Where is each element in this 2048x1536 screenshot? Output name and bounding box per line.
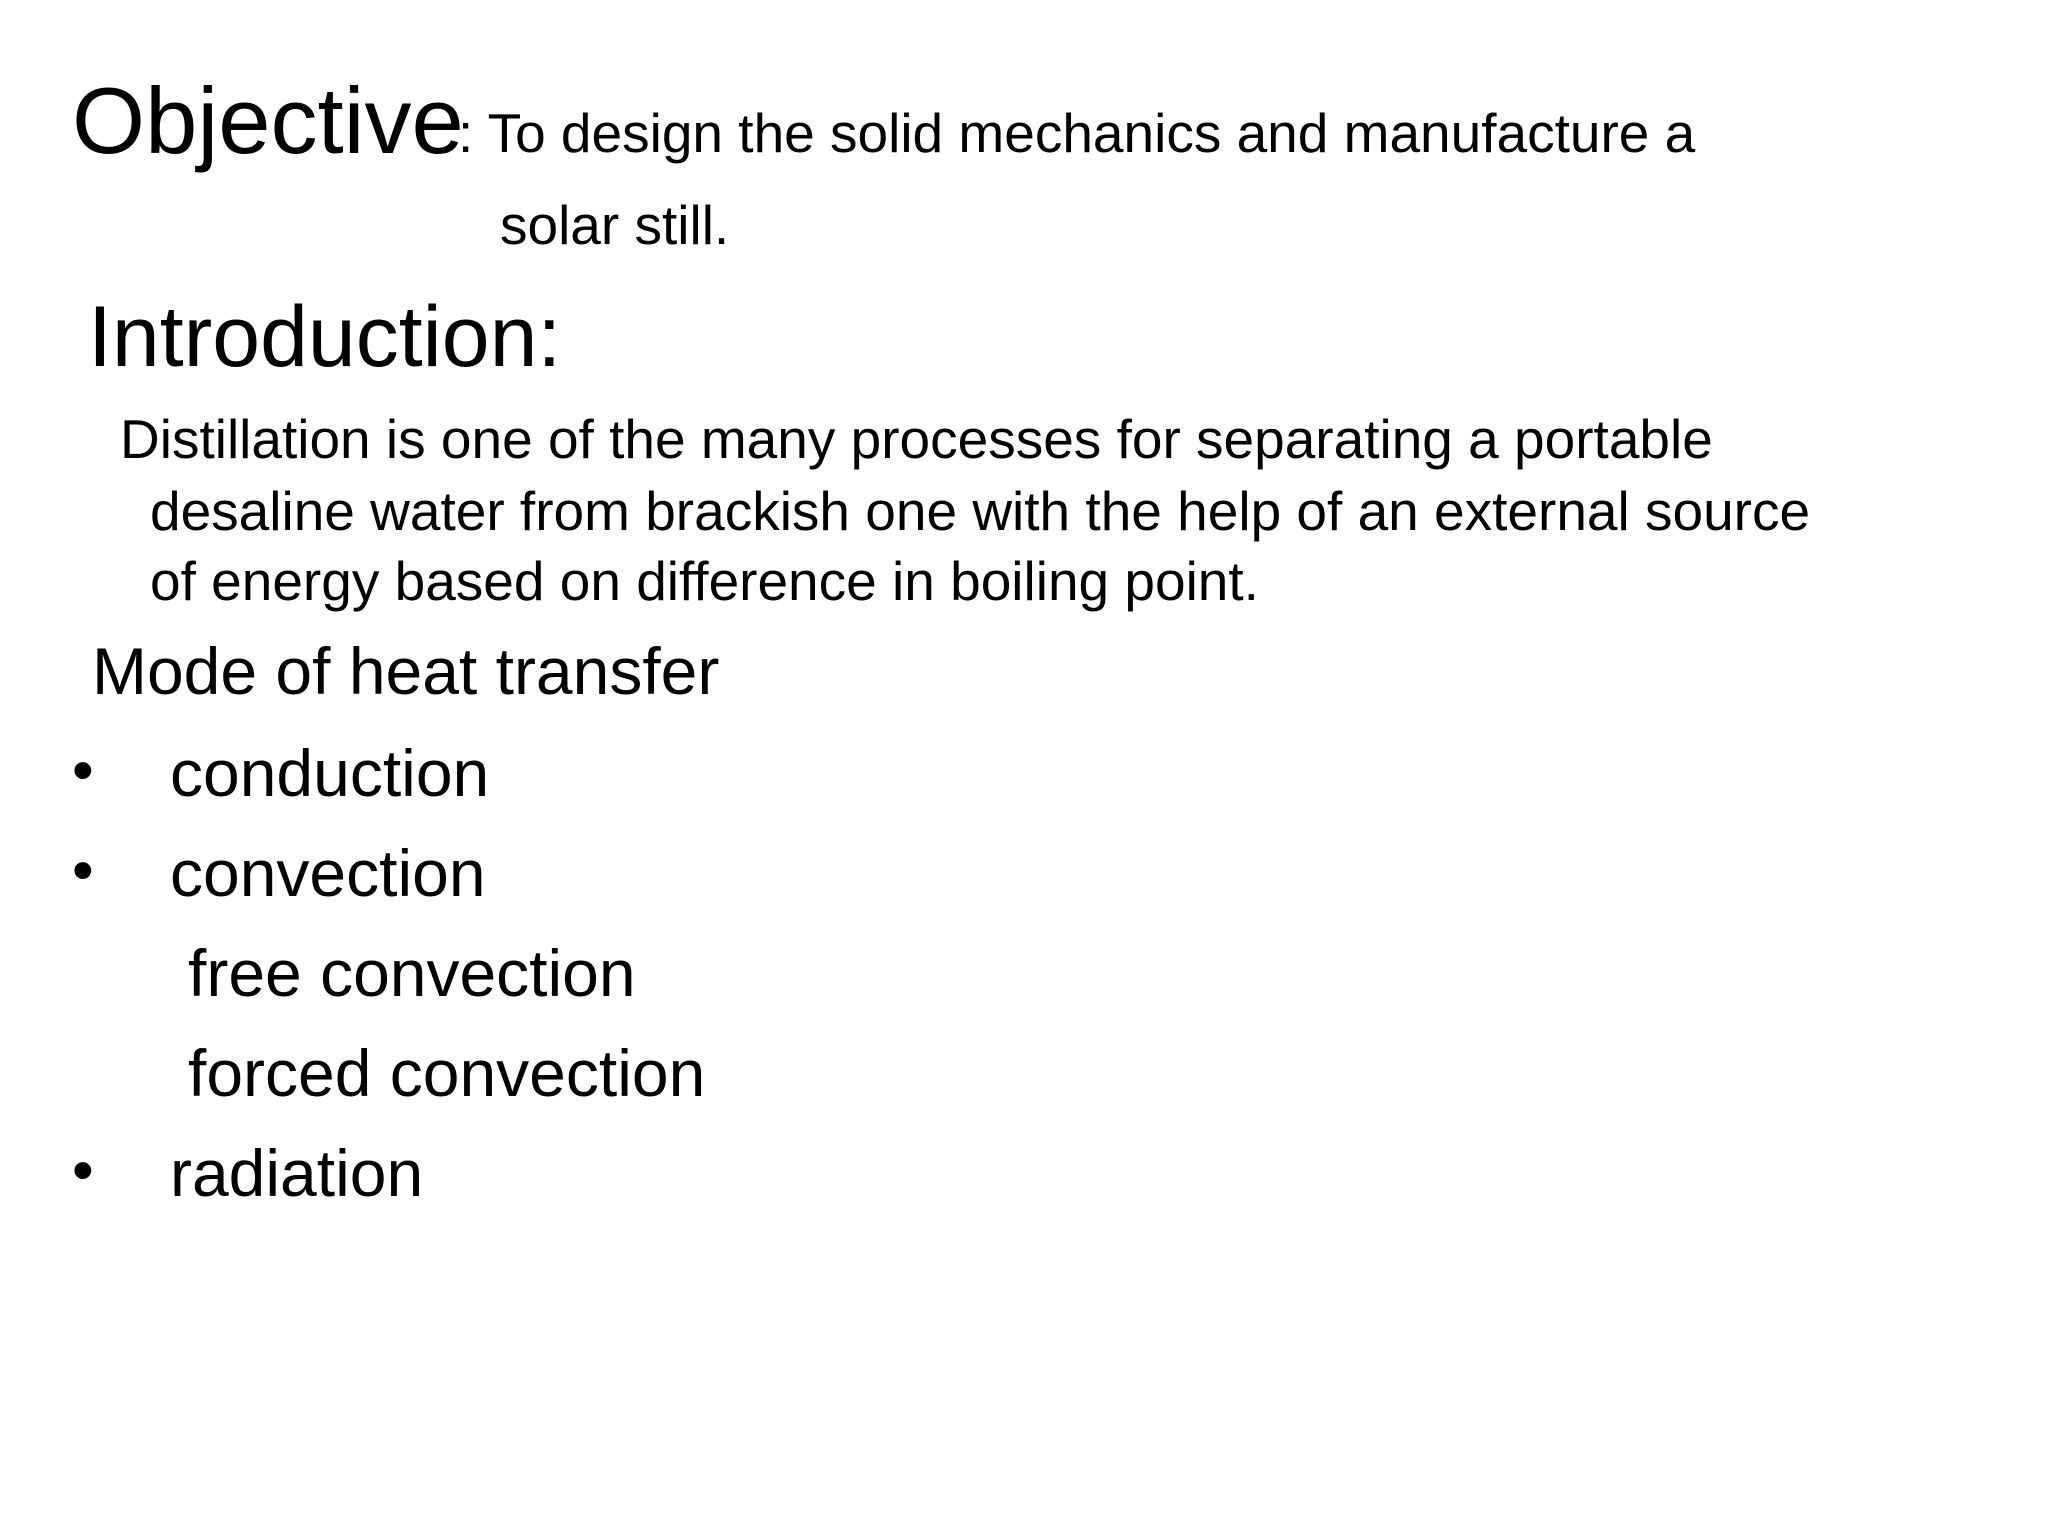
bullet-icon: • [72, 1136, 94, 1205]
subitem-free-convection: free convection [188, 936, 636, 1010]
objective-text-line2: solar still. [500, 194, 730, 256]
list-item-radiation: radiation [170, 1136, 424, 1210]
introduction-paragraph-line: desaline water from brackish one with the help of an external source [150, 480, 1811, 542]
introduction-paragraph-line: of energy based on difference in boiling point. [150, 550, 1259, 612]
introduction-paragraph-line: Distillation is one of the many processes for separating a portable [120, 408, 1713, 470]
objective-heading: Objective [72, 68, 464, 173]
bullet-icon: • [72, 736, 94, 805]
subitem-forced-convection: forced convection [188, 1036, 706, 1110]
objective-text-line1: : To design the solid mechanics and manufacture a [458, 102, 1696, 164]
introduction-heading: Introduction: [88, 289, 562, 385]
list-item-convection: convection [170, 836, 486, 910]
list-item-conduction: conduction [170, 736, 490, 810]
mode-heading: Mode of heat transfer [92, 634, 720, 708]
bullet-icon: • [72, 836, 94, 905]
